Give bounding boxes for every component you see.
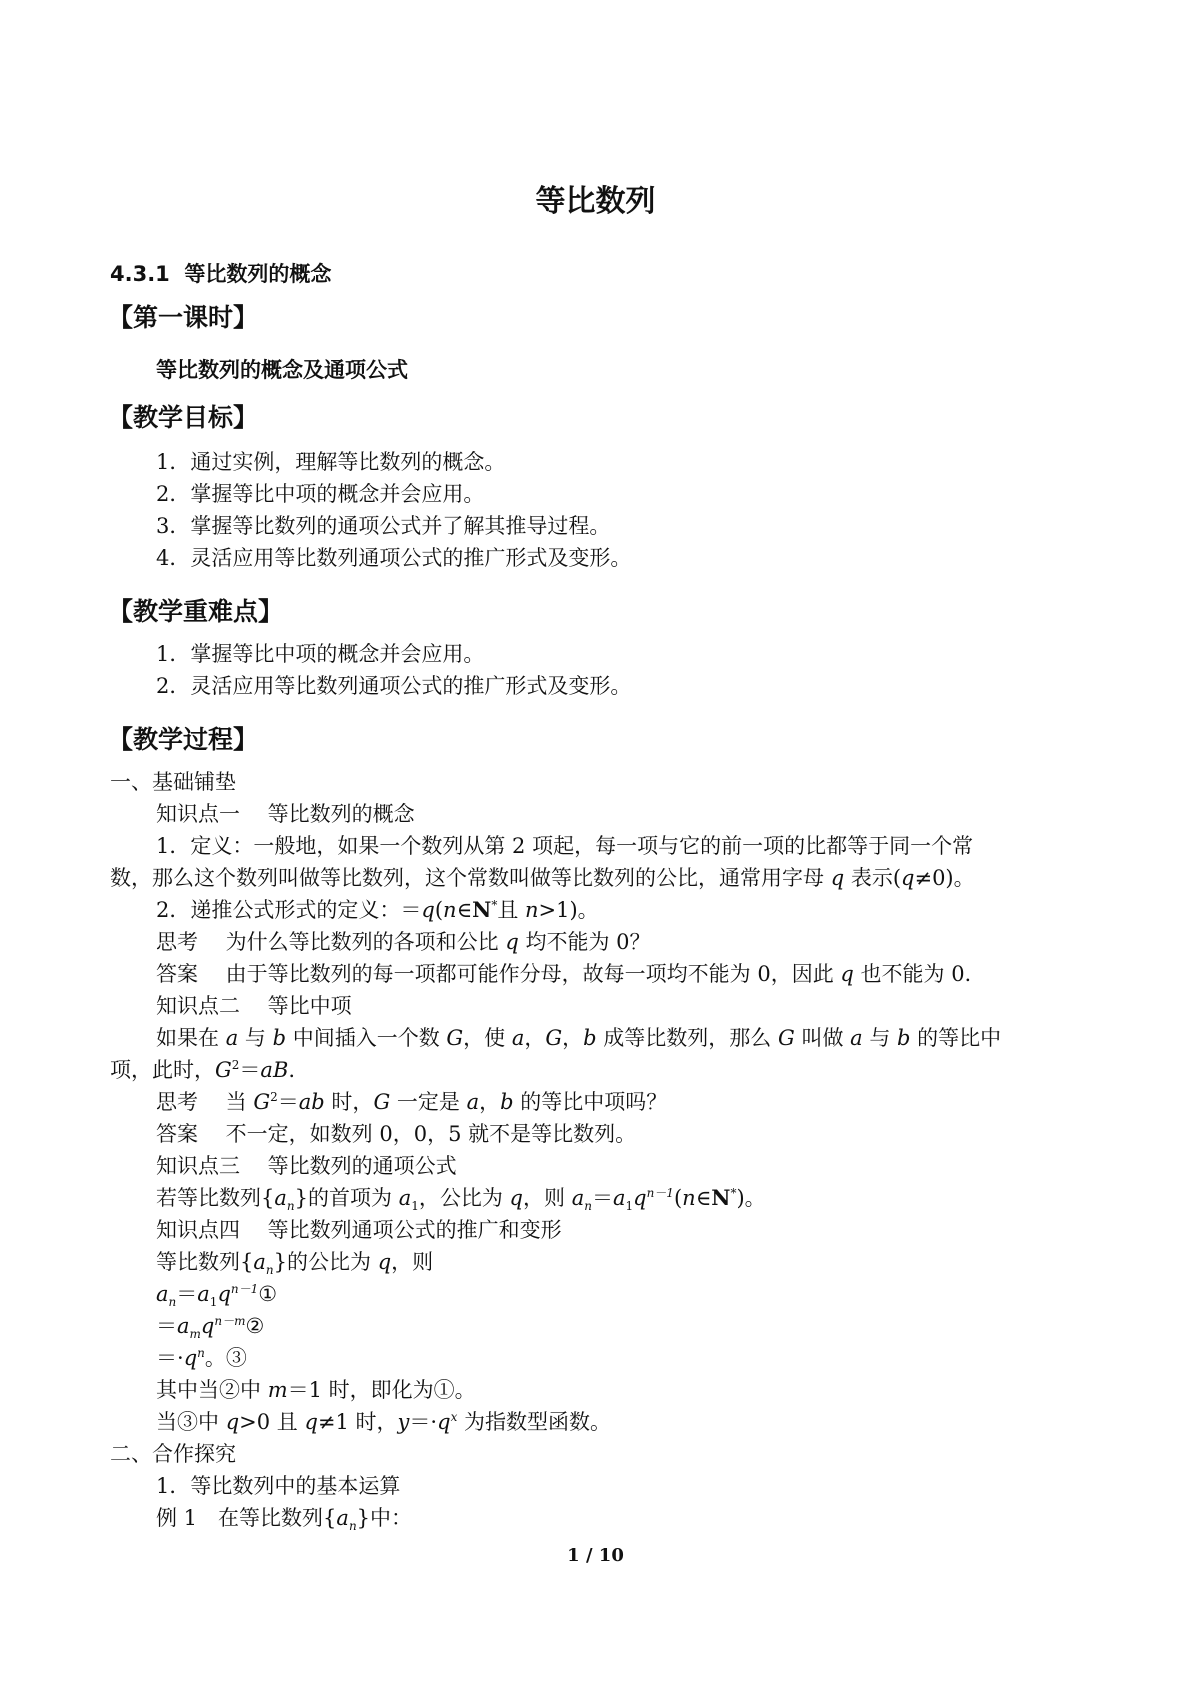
part-heading: 二、合作探究 [110, 1442, 236, 1466]
goals-header: 【教学目标】 [108, 403, 259, 432]
key-point-item: 1．掌握等比中项的概念并会应用。 [156, 642, 485, 666]
part-heading: 一、基础铺垫 [110, 770, 236, 794]
knowledge-point-title: 知识点四 等比数列通项公式的推广和变形 [156, 1218, 562, 1242]
section-heading [110, 258, 331, 288]
think-question: 思考 当 $G^2=ab$ 时，G 一定是 a，b 的等比中项吗？ [156, 1090, 668, 1114]
recursive-definition: 2．递推公式形式的定义：＝q(n∈N*且 n>1)。 [156, 897, 599, 922]
formula-2: $=a_mq^{n-m}②$ [156, 1314, 265, 1342]
geometric-mean-definition: 项，此时，$G^2=aB$. [110, 1058, 296, 1082]
section-title: 等比数列的概念 [184, 262, 332, 286]
formula-3: $=\cdot q^n$。③ [156, 1346, 247, 1370]
page-number: 1 / 10 [567, 1545, 624, 1566]
goal-item: 3．掌握等比数列的通项公式并了解其推导过程。 [156, 514, 611, 538]
goal-item: 4．灵活应用等比数列通项公式的推广形式及变形。 [156, 546, 632, 570]
process-header: 【教学过程】 [108, 725, 259, 754]
formula-note: 其中当②中 m＝1 时，即化为①。 [156, 1378, 476, 1402]
definition-line: 数，那么这个数列叫做等比数列，这个常数叫做等比数列的公比，通常用字母 q 表示(q≠0)。 [110, 866, 975, 890]
lesson-header: 【第一课时】 [108, 303, 259, 332]
formula-intro: 等比数列$\{a_n\}$的公比为 q，则 [156, 1250, 434, 1278]
knowledge-point-title: 知识点一 等比数列的概念 [156, 802, 415, 826]
example-line: 例 1 在等比数列$\{a_n\}$中： [156, 1506, 413, 1534]
general-term-formula: 若等比数列$\{a_n\}$的首项为 $a_1$，公比为 q，则 $a_n=a_1q^{n-1}(n\in N^*)$。 [156, 1185, 766, 1214]
formula-1: $a_n=a_1q^{n-1}①$ [156, 1282, 278, 1310]
key-point-item: 2．灵活应用等比数列通项公式的推广形式及变形。 [156, 674, 632, 698]
answer-line: 答案 由于等比数列的每一项都可能作分母，故每一项均不能为 0，因此 q 也不能为 0. [156, 962, 972, 986]
page-title: 等比数列 [535, 184, 656, 219]
geometric-mean-definition: 如果在 a 与 b 中间插入一个数 G，使 a，G，b 成等比数列，那么 G 叫做 a 与 b 的等比中 [156, 1026, 1002, 1050]
think-question: 思考 为什么等比数列的各项和公比 q 均不能为 0？ [156, 930, 651, 954]
definition-line: 1．定义：一般地，如果一个数列从第 2 项起，每一项与它的前一项的比都等于同一个常 [156, 834, 974, 858]
goal-item: 2．掌握等比中项的概念并会应用。 [156, 482, 485, 506]
lesson-topic: 等比数列的概念及通项公式 [156, 358, 408, 382]
knowledge-point-title: 知识点二 等比中项 [156, 994, 352, 1018]
subsection-title: 1．等比数列中的基本运算 [156, 1474, 401, 1498]
section-number: 4.3.1 [110, 262, 170, 286]
answer-line: 答案 不一定，如数列 0，0，5 就不是等比数列。 [156, 1122, 637, 1146]
formula-note: 当③中 q>0 且 q≠1 时，$y=\cdot q^x$ 为指数型函数。 [156, 1410, 612, 1434]
key-points-header: 【教学重难点】 [108, 597, 284, 626]
goal-item: 1．通过实例，理解等比数列的概念。 [156, 450, 506, 474]
knowledge-point-title: 知识点三 等比数列的通项公式 [156, 1154, 457, 1178]
